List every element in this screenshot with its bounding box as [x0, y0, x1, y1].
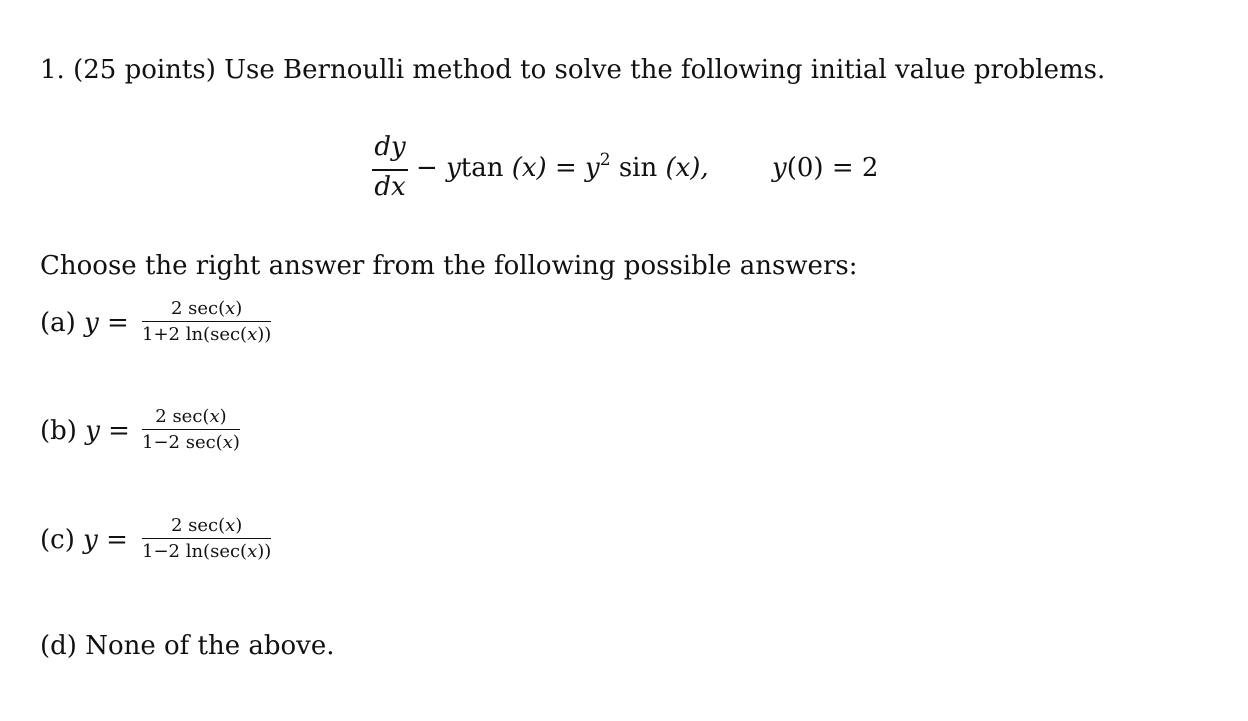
equals-sign: =	[554, 153, 577, 183]
problem-statement	[40, 57, 1105, 83]
initial-condition	[772, 153, 878, 183]
derivative-denominator: dx	[374, 172, 406, 202]
tan-function: tan	[460, 153, 504, 183]
fraction-bar	[142, 538, 271, 539]
answer-option-d[interactable]	[40, 633, 335, 659]
minus-sign: −	[416, 153, 438, 183]
problem-number: 1.	[40, 55, 65, 85]
fraction-bar	[142, 321, 271, 322]
sin-function: sin	[618, 153, 658, 183]
initial-arg: (0)	[786, 153, 824, 183]
tan-argument: (x)	[511, 153, 547, 183]
initial-y: y	[772, 153, 787, 183]
answer-fraction	[142, 517, 271, 561]
option-text: None of the above.	[85, 631, 335, 661]
fraction-bar	[142, 429, 240, 430]
choose-instruction: Choose the right answer from the following possible answers:	[40, 251, 858, 281]
var-y: y	[446, 153, 461, 183]
initial-value: 2	[861, 153, 879, 183]
answer-fraction	[142, 408, 240, 452]
fraction-numerator: 2 sec(x)	[155, 406, 227, 427]
fraction-numerator: 2 sec(x)	[170, 515, 243, 536]
problem-instruction: Use Bernoulli method to solve the following initial value problems.	[224, 55, 1106, 85]
fraction-denominator: 1+2 ln(sec(x))	[142, 324, 272, 346]
fraction-bar	[372, 169, 408, 171]
sin-argument: (x),	[665, 153, 709, 183]
fraction-denominator: 1−2 ln(sec(x))	[142, 541, 272, 563]
problem-points: (25 points)	[73, 55, 216, 85]
option-label: (d)	[40, 631, 77, 661]
fraction-numerator: 2 sec(x)	[170, 298, 243, 319]
var-y-squared-base: y	[585, 153, 600, 183]
exponent: 2	[599, 150, 611, 170]
option-label: (c) y =	[40, 525, 128, 555]
option-label: (b) y =	[40, 416, 130, 446]
initial-equals: =	[831, 153, 854, 183]
equation-body	[416, 150, 709, 183]
derivative-numerator: dy	[374, 132, 406, 162]
answer-fraction	[142, 300, 271, 344]
fraction-denominator: 1−2 sec(x)	[142, 432, 240, 454]
option-label: (a) y =	[40, 308, 129, 338]
